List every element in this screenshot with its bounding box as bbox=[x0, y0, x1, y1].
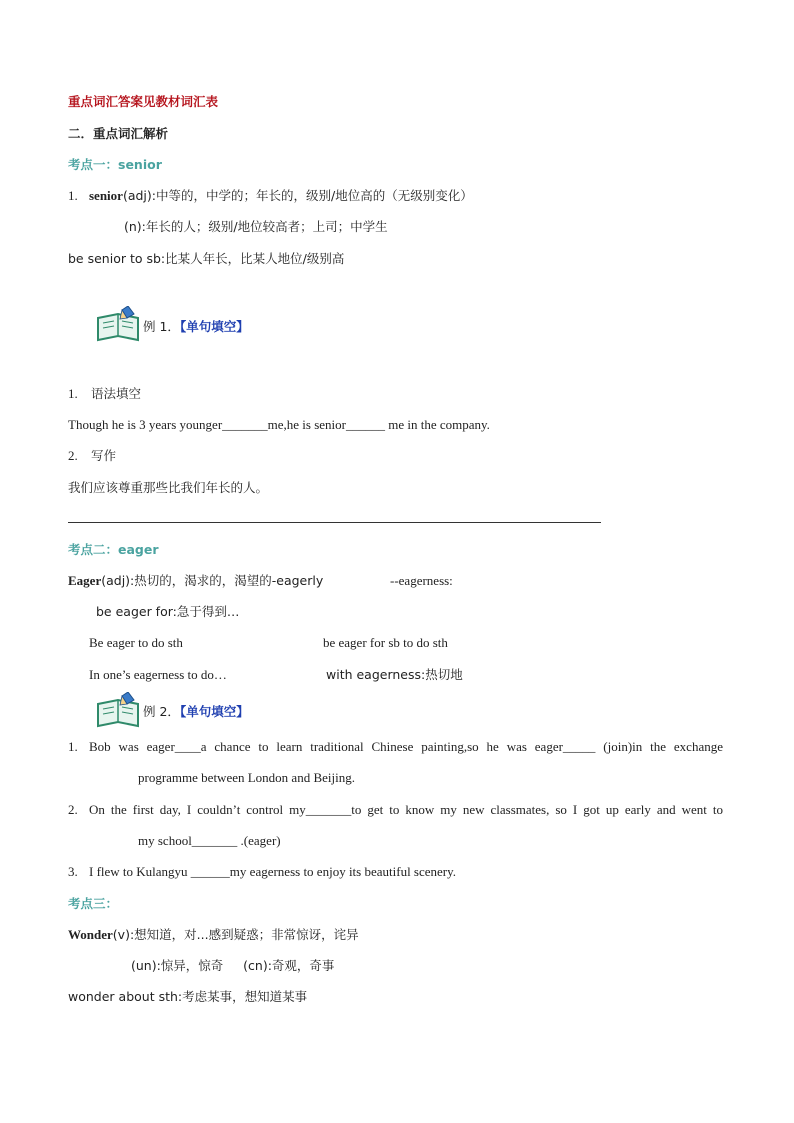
ex1-q2-text: 我们应该尊重那些比我们年长的人。 bbox=[68, 480, 269, 495]
kp1-title: 考点一：senior bbox=[68, 157, 162, 172]
kp2-def: (adj):热切的，渴求的，渴望的-eagerly bbox=[101, 573, 324, 588]
kp1-item-number: 1. bbox=[68, 188, 78, 203]
ex2-q1-number: 1. bbox=[68, 739, 78, 754]
open-book-pencil-icon bbox=[96, 306, 140, 342]
kp3-definition-line bbox=[68, 926, 359, 944]
kp2-title: 考点二：eager bbox=[68, 542, 159, 557]
ex1-q1-number: 1. bbox=[68, 386, 78, 401]
kp3-word: Wonder bbox=[68, 927, 113, 942]
ex2-q2-line1: On the first day, I couldn’t control my_______to get to know my new classmates, so I got up early and went to bbox=[89, 802, 723, 817]
kp3-title: 考点三： bbox=[68, 896, 119, 911]
kp1-noun-def: (n):年长的人；级别/地位较高者；上司；中学生 bbox=[124, 219, 388, 234]
kp1-word: senior bbox=[89, 188, 123, 203]
ex1-label-line bbox=[143, 318, 249, 336]
ex1-q1-title: 语法填空 bbox=[91, 386, 142, 401]
ex2-label: 例 2． bbox=[143, 704, 180, 719]
kp2-definition-line bbox=[68, 572, 323, 590]
ex2-label-line bbox=[143, 703, 249, 721]
ex2-q3-number: 3. bbox=[68, 864, 78, 879]
ex1-q2-heading bbox=[68, 447, 116, 465]
kp2-phrase-1: be eager for:急于得到… bbox=[96, 604, 240, 619]
kp1-adj-def: (adj):中等的，中学的；年长的，级别/地位高的（无级别变化） bbox=[122, 188, 473, 203]
ex1-q1-text: Though he is 3 years younger_______me,he is senior______ me in the company. bbox=[68, 417, 490, 432]
kp1-phrase: be senior to sb:比某人年长，比某人地位/级别高 bbox=[68, 251, 345, 266]
kp3-noun-defs: (un):惊异，惊奇 (cn):奇观，奇事 bbox=[131, 958, 335, 973]
ex2-q1-line2: programme between London and Beijing. bbox=[138, 770, 355, 785]
ex2-q2-number: 2. bbox=[68, 802, 78, 817]
ex1-q2-number: 2. bbox=[68, 448, 78, 463]
kp3-verb-def: (v):想知道，对...感到疑惑；非常惊讶，诧异 bbox=[112, 927, 359, 942]
section-title: 二．重点词汇解析 bbox=[68, 126, 169, 141]
answer-line bbox=[68, 522, 601, 523]
open-book-pencil-icon bbox=[96, 692, 140, 728]
ex1-q1-heading bbox=[68, 385, 141, 403]
ex2-tag: 【单句填空】 bbox=[179, 704, 249, 719]
ex2-q2-line2: my school_______ .(eager) bbox=[138, 833, 281, 848]
ex1-label: 例 1． bbox=[143, 319, 180, 334]
kp2-phrase-5: with eagerness:热切地 bbox=[326, 667, 463, 682]
ex2-q1-line1: Bob was eager____a chance to learn traditional Chinese painting,so he was eager_____ (join)in the exchange bbox=[89, 739, 723, 754]
kp2-phrase-3: be eager for sb to do sth bbox=[323, 635, 448, 650]
ex2-q3-text: I flew to Kulangyu ______my eagerness to enjoy its beautiful scenery. bbox=[89, 864, 457, 879]
kp2-phrase-2: Be eager to do sth bbox=[89, 635, 183, 650]
kp3-phrase: wonder about sth:考虑某事，想知道某事 bbox=[68, 989, 308, 1004]
ex1-tag: 【单句填空】 bbox=[179, 319, 249, 334]
kp2-word: Eager bbox=[68, 573, 102, 588]
kp2-phrase-4: In one’s eagerness to do… bbox=[89, 667, 227, 682]
answer-note-heading: 重点词汇答案见教材词汇表 bbox=[68, 94, 219, 109]
kp1-definition-line bbox=[68, 187, 473, 205]
ex1-q2-title: 写作 bbox=[91, 448, 117, 463]
kp2-noun-form: --eagerness: bbox=[390, 573, 453, 588]
